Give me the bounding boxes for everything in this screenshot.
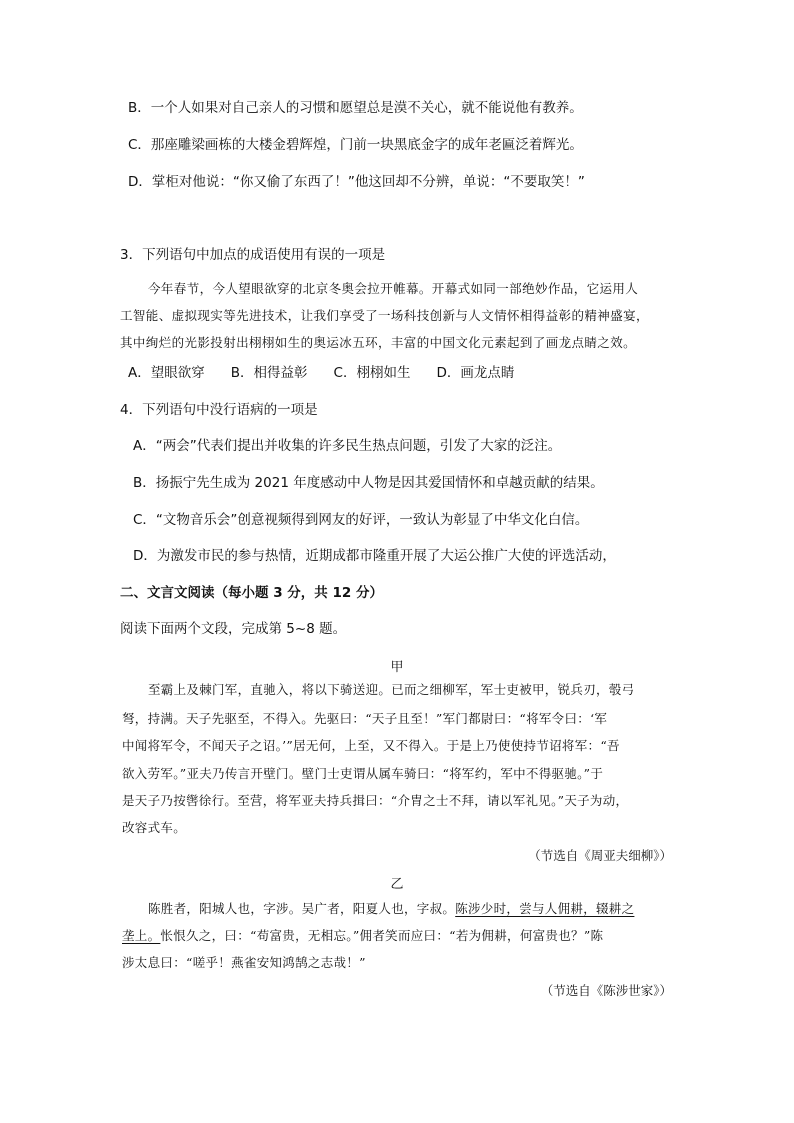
passage-yi-line-2 — [122, 927, 678, 945]
passage-yi-line-1-text: 陈胜者，阳城人也，字涉。吴广者，阳夏人也，字叔。 — [148, 901, 456, 916]
passage-jia-line-6: 改容式车。 — [122, 820, 187, 835]
q3-options — [128, 364, 540, 382]
passage-jia-title: 甲 — [390, 660, 404, 675]
q1-option-d: D．掌柜对他说：“你又偷了东西了！”他这回却不分辨，单说：“不要取笑！” — [128, 174, 585, 190]
passage-yi-underlined-sentence-part-2: 垄上。 — [122, 928, 161, 943]
q3-option-c: C．栩栩如生 — [333, 365, 411, 381]
passage-jia-line-3: 中闻将军令，不闻天子之诏。’”居无何，上至，又不得入。于是上乃使使持节诏将军：“吾 — [122, 738, 620, 753]
passage-yi-source: （节选自《陈涉世家》） — [540, 983, 672, 998]
q4-option-b: B．扬振宁先生成为 2021 年度感动中人物是因其爱国情怀和卓越贡献的结果。 — [133, 475, 604, 491]
passage-yi-line-1 — [148, 900, 704, 918]
q4-stem: 4．下列语句中没行语病的一项是 — [120, 402, 318, 418]
q3-passage-line-2: 工智能、虚拟现实等先进技术，让我们享受了一场科技创新与人文情怀相得益彰的精神盛宴， — [120, 308, 649, 323]
section-2-heading: 二、文言文阅读（每小题 3 分，共 12 分） — [120, 585, 383, 601]
passage-jia-line-1: 至霸上及棘门军，直驰入，将以下骑送迎。已而之细柳军，军士吏被甲，锐兵刃，彀弓 — [148, 682, 635, 697]
q3-option-a: A．望眼欲穿 — [128, 365, 205, 381]
passage-jia-line-4: 欲入劳军。”亚夫乃传言开壁门。壁门士吏谓从属车骑曰：“将军约，军中不得驱驰。”于 — [122, 766, 604, 781]
passage-jia-line-5: 是天子乃按辔徐行。至营，将军亚夫持兵揖曰：“介胄之士不拜，请以军礼见。”天子为动， — [122, 793, 629, 808]
q4-option-a: A．“两会”代表们提出并收集的许多民生热点问题，引发了大家的泛注。 — [133, 438, 562, 454]
q1-option-b: B．一个人如果对自己亲人的习惯和愿望总是漠不关心，就不能说他有教养。 — [128, 100, 583, 116]
q3-stem: 3．下列语句中加点的成语使用有误的一项是 — [120, 247, 386, 263]
passage-yi-title: 乙 — [390, 877, 404, 892]
q4-option-c: C．“文物音乐会”创意视频得到网友的好评，一致认为彰显了中华文化白信。 — [133, 512, 589, 528]
passage-yi-underlined-sentence-part-1: 陈涉少时，尝与人佣耕，辍耕之 — [455, 901, 635, 916]
section-2-instruction: 阅读下面两个文段，完成第 5~8 题。 — [120, 621, 347, 637]
passage-jia-source: （节选自《周亚夫细柳》） — [528, 848, 672, 863]
q3-passage-line-1: 今年春节，今人望眼欲穿的北京冬奥会拉开帷幕。开幕式如同一部绝妙作品，它运用人 — [148, 281, 639, 296]
q1-option-c: C．那座雕梁画栋的大楼金碧辉煌，门前一块黑底金字的成年老匾泛着辉光。 — [128, 137, 583, 153]
passage-yi-line-3: 涉太息曰：“嗟乎！燕雀安知鸿鹄之志哉！” — [122, 955, 366, 970]
q3-option-b: B．相得益彰 — [230, 365, 308, 381]
q3-passage-line-3: 其中绚烂的光影投射出栩栩如生的奥运冰五环，丰富的中国文化元素起到了画龙点睛之效。 — [120, 335, 637, 350]
q4-option-d: D．为激发市民的参与热情，近期成都市隆重开展了大运公推广大使的评选活动， — [133, 548, 616, 564]
passage-jia-line-2: 弩，持满。天子先驱至，不得入。先驱曰：“天子且至！”军门都尉曰：“将军令曰：‘军 — [122, 711, 608, 726]
passage-yi-line-2-text: 怅恨久之，曰：“苟富贵，无相忘。”佣者笑而应曰：“若为佣耕，何富贵也？”陈 — [160, 928, 604, 943]
q3-option-d: D．画龙点睛 — [436, 365, 515, 381]
